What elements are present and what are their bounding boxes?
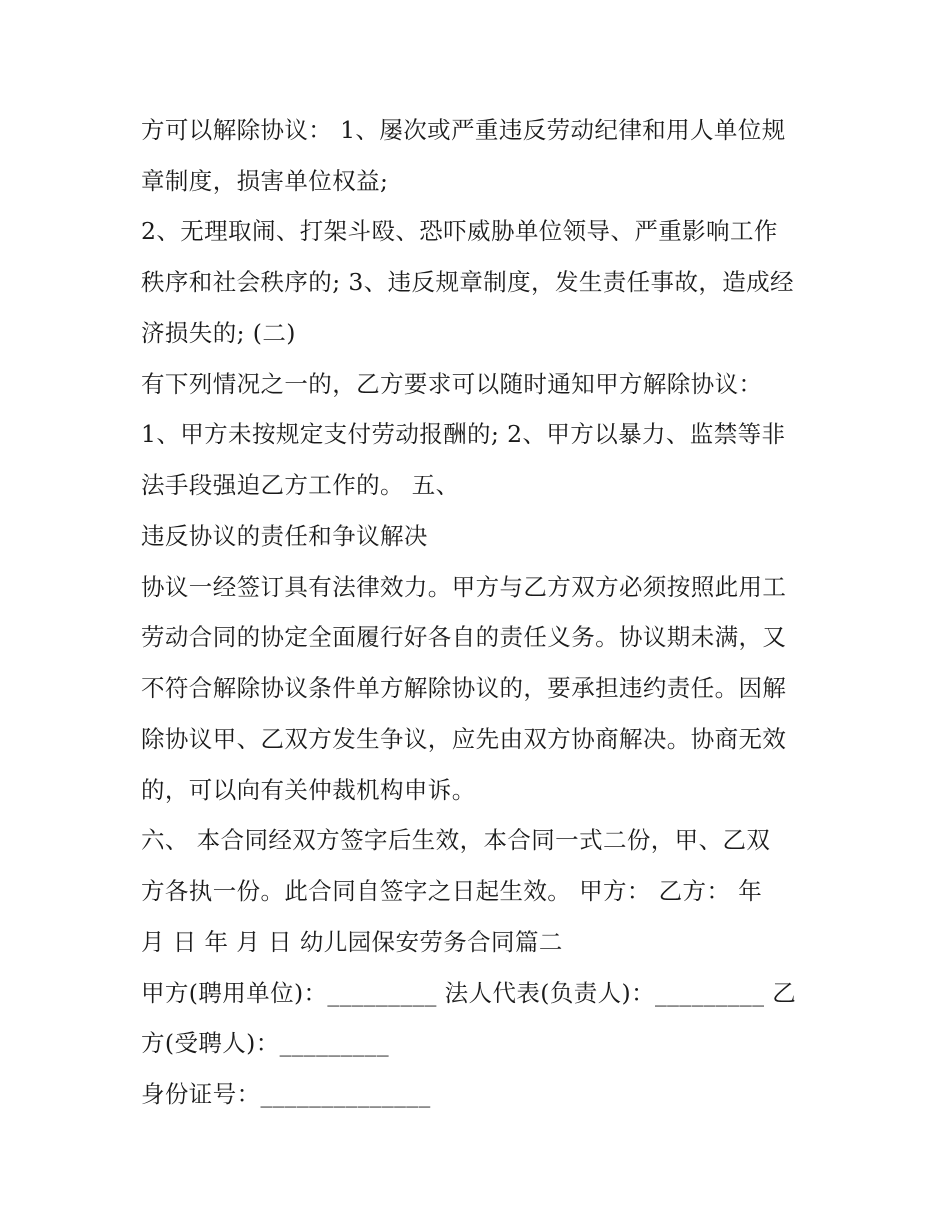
text-line-13: 除协议甲、乙双方发生争议，应先由双方协商解决。协商无效 bbox=[141, 725, 787, 753]
text-line-11: 劳动合同的协定全面履行好各自的责任义务。协议期未满，又 bbox=[141, 623, 787, 651]
text-line-2: 章制度，损害单位权益; bbox=[141, 167, 389, 195]
text-line-7: 1、甲方未按规定支付劳动报酬的; 2、甲方以暴力、监禁等非 bbox=[141, 420, 786, 448]
text-line-20: 身份证号：______________ bbox=[141, 1080, 431, 1108]
text-line-14: 的，可以向有关仲裁机构申诉。 bbox=[141, 776, 476, 804]
text-line-16: 方各执一份。此合同自签字之日起生效。 甲方： 乙方： 年 bbox=[141, 877, 763, 905]
text-line-9: 违反协议的责任和争议解决 bbox=[141, 522, 428, 550]
text-line-18: 甲方(聘用单位)：_________ 法人代表(负责人)：_________ 乙 bbox=[141, 979, 797, 1007]
text-line-4: 秩序和社会秩序的; 3、违反规章制度，发生责任事故，造成经 bbox=[141, 268, 794, 296]
text-line-5: 济损失的; (二) bbox=[141, 319, 296, 347]
text-line-15: 六、 本合同经双方签字后生效，本合同一式二份，甲、乙双 bbox=[141, 826, 771, 854]
text-line-12: 不符合解除协议条件单方解除协议的，要承担违约责任。因解 bbox=[141, 674, 787, 702]
text-line-17: 月 日 年 月 日 幼儿园保安劳务合同篇二 bbox=[141, 928, 563, 956]
text-line-19: 方(受聘人)：_________ bbox=[141, 1029, 389, 1057]
text-line-3: 2、无理取闹、打架斗殴、恐吓威胁单位领导、严重影响工作 bbox=[141, 217, 778, 245]
text-line-6: 有下列情况之一的，乙方要求可以随时通知甲方解除协议： bbox=[141, 370, 763, 398]
text-line-1: 方可以解除协议： 1、屡次或严重违反劳动纪律和用人单位规 bbox=[141, 116, 786, 144]
text-line-8: 法手段强迫乙方工作的。 五、 bbox=[141, 471, 460, 499]
text-line-10: 协议一经签订具有法律效力。甲方与乙方双方必须按照此用工 bbox=[141, 573, 787, 601]
